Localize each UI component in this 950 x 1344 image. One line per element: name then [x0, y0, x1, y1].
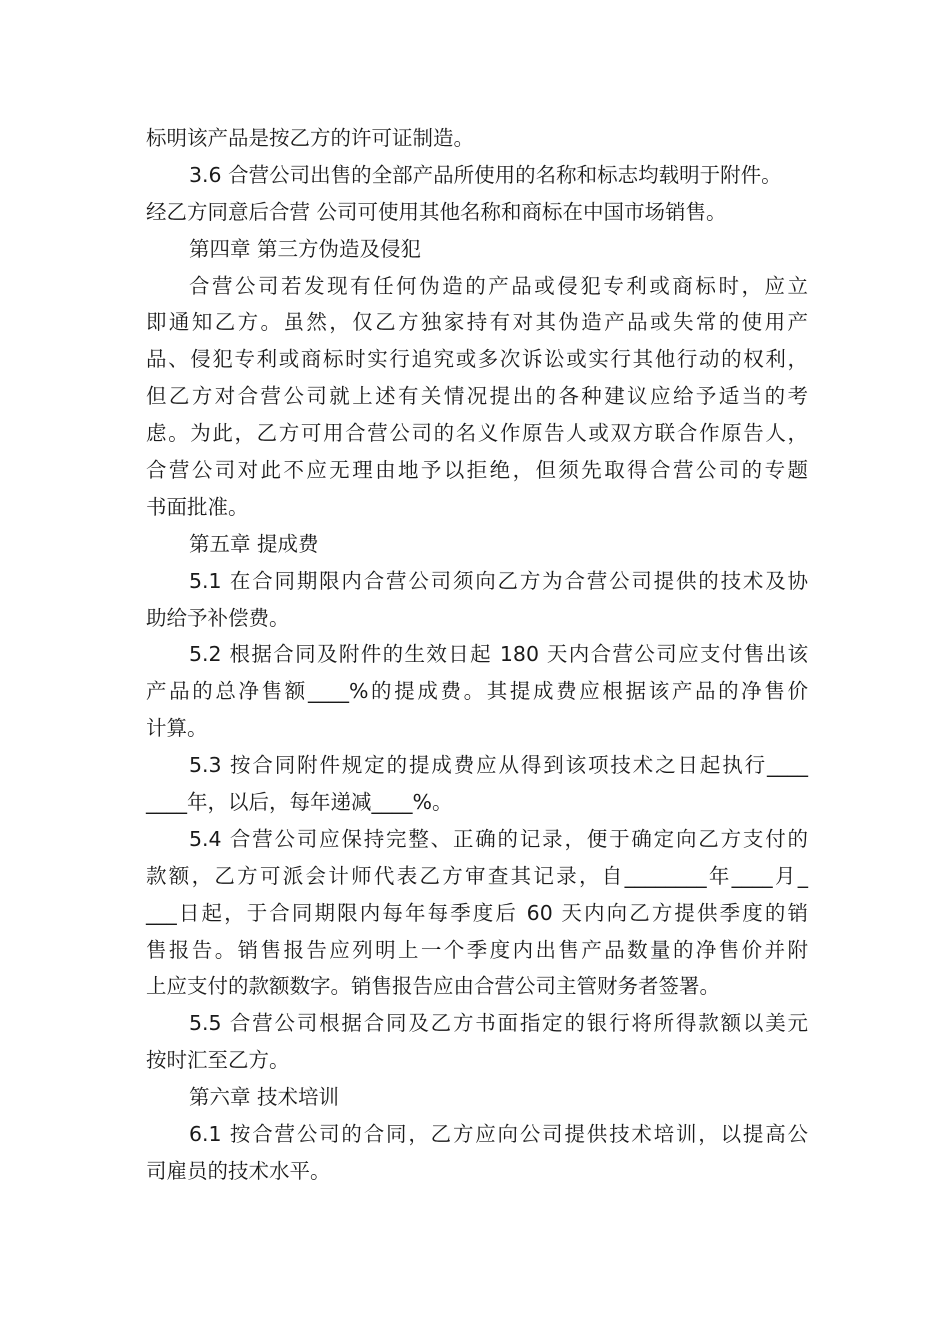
- text-line: ___日起，于合同期限内每年每季度后 60 天内向乙方提供季度的销: [146, 900, 808, 925]
- text-line: 5.2 根据合同及附件的生效日起 180 天内合营公司应支付售出该: [189, 642, 808, 667]
- text-line: 5.3 按合同附件规定的提成费应从得到该项技术之日起执行____: [189, 753, 808, 778]
- text-line: 售报告。销售报告应列明上一个季度内出售产品数量的净售价并附: [146, 937, 808, 962]
- text-line: 但乙方对合营公司就上述有关情况提出的各种建议应给予适当的考: [146, 384, 808, 409]
- text-line: 品、侵犯专利或商标时实行追究或多次诉讼或实行其他行动的权利，: [146, 347, 808, 372]
- text-line: 款额，乙方可派会计师代表乙方审查其记录，自________年____月_: [146, 863, 808, 888]
- text-line: 上应支付的款额数字。销售报告应由合营公司主管财务者签署。: [146, 974, 720, 999]
- text-line: 合营公司若发现有任何伪造的产品或侵犯专利或商标时，应立: [189, 273, 808, 298]
- text-line: 5.4 合营公司应保持完整、正确的记录，便于确定向乙方支付的: [189, 826, 808, 851]
- text-line: 标明该产品是按乙方的许可证制造。: [146, 126, 474, 150]
- document-body: [146, 120, 808, 1190]
- chapter-heading: 第四章 第三方伪造及侵犯: [189, 236, 422, 261]
- text-line: 产品的总净售额____%的提成费。其提成费应根据该产品的净售价: [146, 679, 808, 704]
- text-line: 司雇员的技术水平。: [146, 1158, 331, 1183]
- text-line: 6.1 按合营公司的合同，乙方应向公司提供技术培训，以提高公: [189, 1122, 808, 1147]
- text-line: 5.1 在合同期限内合营公司须向乙方为合营公司提供的技术及协: [189, 568, 808, 593]
- text-line: 助给予补偿费。: [146, 605, 290, 630]
- text-line: ____年，以后，每年递减____%。: [146, 790, 453, 815]
- text-line: 经乙方同意后合营 公司可使用其他名称和商标在中国市场销售。: [146, 199, 727, 224]
- chapter-heading: 第六章 技术培训: [189, 1085, 340, 1110]
- text-line: 合营公司对此不应无理由地予以拒绝，但须先取得合营公司的专题: [146, 458, 808, 483]
- text-line: 按时汇至乙方。: [146, 1048, 290, 1073]
- chapter-heading: 第五章 提成费: [189, 531, 319, 556]
- text-line: 书面批准。: [146, 494, 249, 519]
- text-line: 5.5 合营公司根据合同及乙方书面指定的银行将所得款额以美元: [189, 1011, 808, 1036]
- text-line: 即通知乙方。虽然，仅乙方独家持有对其伪造产品或失常的使用产: [146, 310, 808, 335]
- text-line: 计算。: [146, 716, 208, 741]
- text-line: 3.6 合营公司出售的全部产品所使用的名称和标志均载明于附件。: [189, 162, 782, 187]
- text-line: 虑。为此，乙方可用合营公司的名义作原告人或双方联合作原告人，: [146, 421, 808, 446]
